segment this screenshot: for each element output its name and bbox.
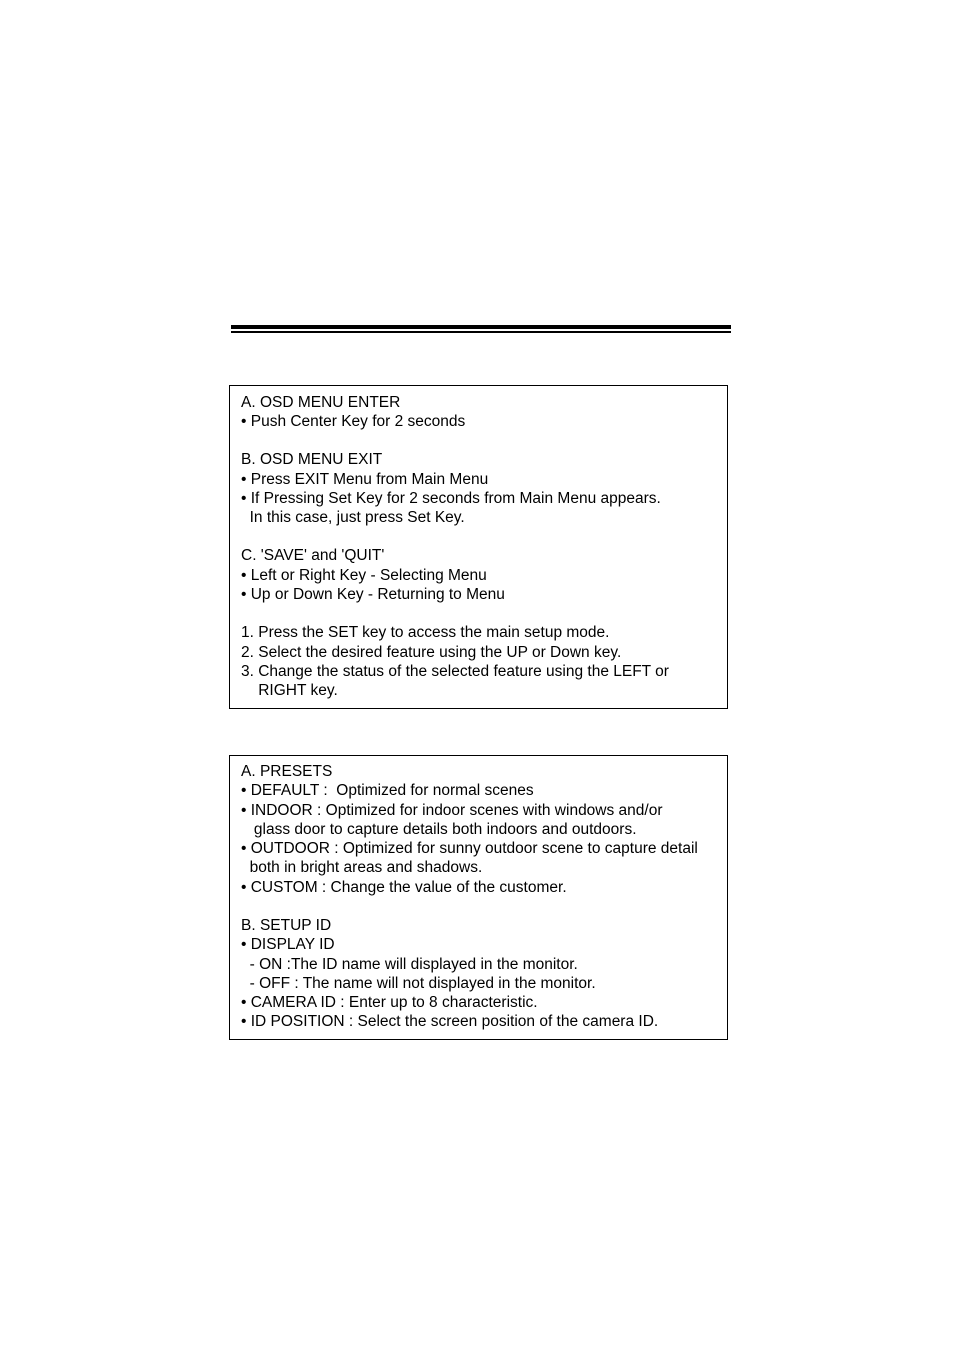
step-1: 1. Press the SET key to access the main setup mode.: [241, 624, 610, 641]
display-id-on: - ON :The ID name will displayed in the monitor.: [241, 956, 578, 973]
osd-exit-item-2-cont: In this case, just press Set Key.: [241, 509, 465, 526]
osd-exit-item-2: • If Pressing Set Key for 2 seconds from Main Menu appears.: [241, 490, 661, 507]
save-quit-item-2: • Up or Down Key - Returning to Menu: [241, 586, 505, 603]
presets-setup-box: [229, 755, 728, 1040]
display-id-item: • DISPLAY ID: [241, 936, 335, 953]
osd-exit-item-1: • Press EXIT Menu from Main Menu: [241, 471, 489, 488]
preset-custom: • CUSTOM : Change the value of the customer.: [241, 879, 567, 896]
preset-outdoor: • OUTDOOR : Optimized for sunny outdoor scene to capture detail: [241, 840, 698, 857]
step-3: 3. Change the status of the selected feature using the LEFT or: [241, 663, 669, 680]
step-3-cont: RIGHT key.: [241, 682, 338, 699]
step-2: 2. Select the desired feature using the UP or Down key.: [241, 644, 622, 661]
camera-id-item: • CAMERA ID : Enter up to 8 characteristic.: [241, 994, 538, 1011]
setup-id-heading: B. SETUP ID: [241, 917, 332, 934]
display-id-off: - OFF : The name will not displayed in the monitor.: [241, 975, 596, 992]
osd-enter-item: • Push Center Key for 2 seconds: [241, 413, 466, 430]
osd-menu-instructions-box: [229, 385, 728, 709]
header-rule-thick: [231, 325, 731, 329]
id-position-item: • ID POSITION : Select the screen position of the camera ID.: [241, 1013, 659, 1030]
presets-heading: A. PRESETS: [241, 763, 333, 780]
osd-exit-heading: B. OSD MENU EXIT: [241, 451, 383, 468]
osd-enter-heading: A. OSD MENU ENTER: [241, 394, 401, 411]
save-quit-heading: C. 'SAVE' and 'QUIT': [241, 547, 385, 564]
header-rule-thin: [231, 331, 731, 333]
preset-default: • DEFAULT : Optimized for normal scenes: [241, 782, 534, 799]
preset-indoor: • INDOOR : Optimized for indoor scenes with windows and/or: [241, 802, 663, 819]
preset-outdoor-cont: both in bright areas and shadows.: [241, 859, 483, 876]
save-quit-item-1: • Left or Right Key - Selecting Menu: [241, 567, 487, 584]
preset-indoor-cont: glass door to capture details both indoors and outdoors.: [241, 821, 637, 838]
